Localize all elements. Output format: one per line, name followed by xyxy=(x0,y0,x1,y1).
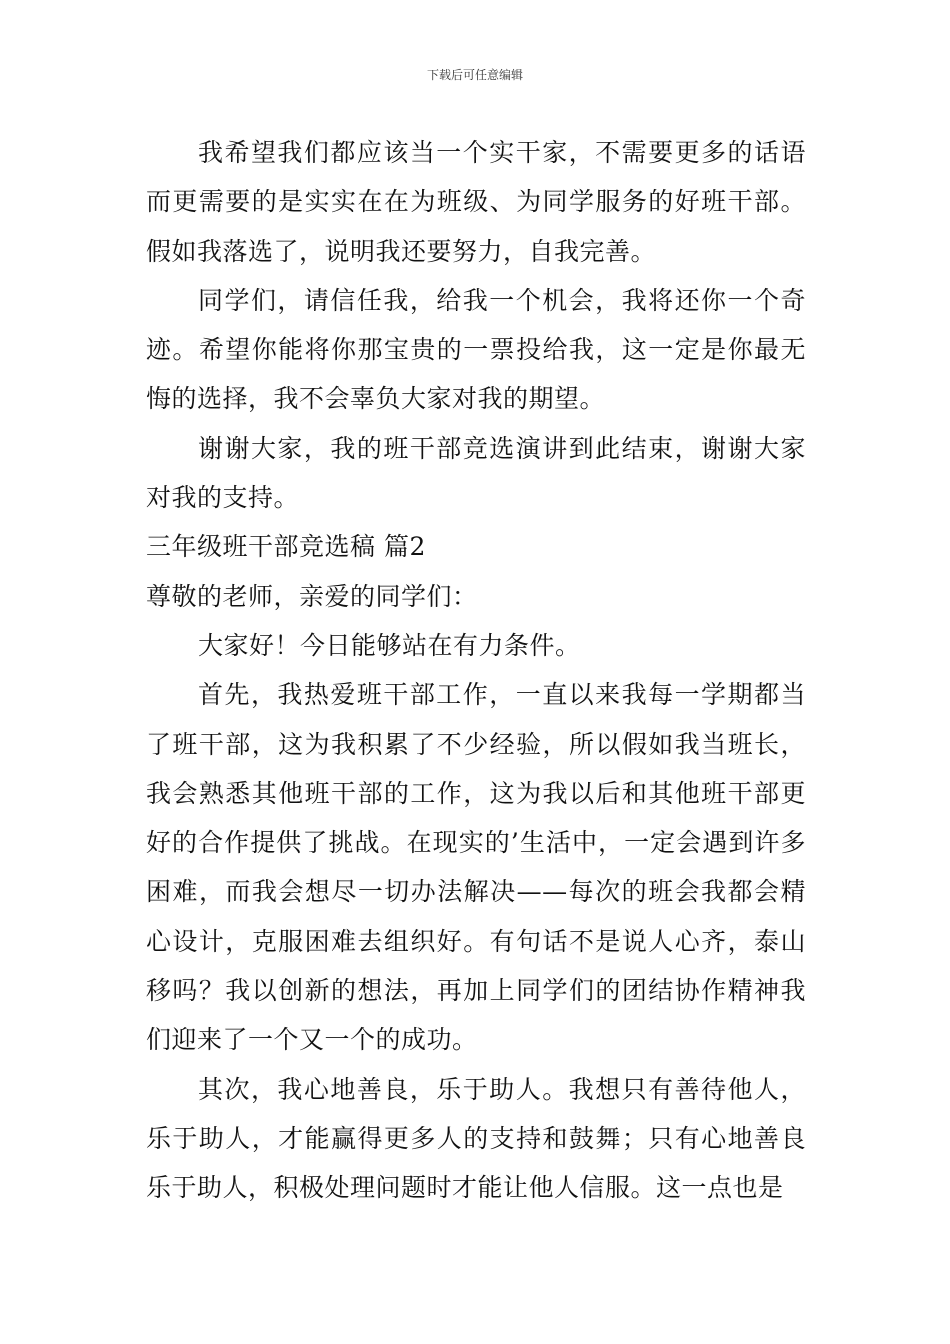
paragraph: 同学们，请信任我，给我一个机会，我将还你一个奇迹。希望你能将你那宝贵的一票投给我，这一定是你最无悔的选择，我不会辜负大家对我的期望。 xyxy=(146,285,806,414)
page-header: 下载后可任意编辑 xyxy=(426,68,523,82)
salutation: 尊敬的老师，亲爱的同学们： xyxy=(146,581,478,611)
paragraph: 大家好！今日能够站在有力条件。 xyxy=(198,630,581,660)
document-body xyxy=(146,128,806,1213)
paragraph: 首先，我热爱班干部工作，一直以来我每一学期都当了班干部，这为我积累了不少经验，所以假如我当班长，我会熟悉其他班干部的工作，这为我以后和其他班干部更好的合作提供了挑战。在现实的’生活中，一定会遇到许多困难，而我会想尽一切办法解决——每次的班会我都会精心设计，克服困难去组织好。有句话不是说人心齐，泰山移吗？我以创新的想法，再加上同学们的团结协作精神我们迎来了一个又一个的成功。 xyxy=(146,680,806,1055)
paragraph: 我希望我们都应该当一个实干家，不需要更多的话语而更需要的是实实在在为班级、为同学服务的好班干部。假如我落选了，说明我还要努力，自我完善。 xyxy=(146,138,806,266)
paragraph: 谢谢大家，我的班干部竞选演讲到此结束，谢谢大家对我的支持。 xyxy=(146,433,806,513)
paragraph: 其次，我心地善良，乐于助人。我想只有善待他人，乐于助人，才能赢得更多人的支持和鼓舞；只有心地善良乐于助人，积极处理问题时才能让他人信服。这一点也是 xyxy=(146,1074,806,1203)
section-heading: 三年级班干部竞选稿 篇2 xyxy=(146,532,426,562)
